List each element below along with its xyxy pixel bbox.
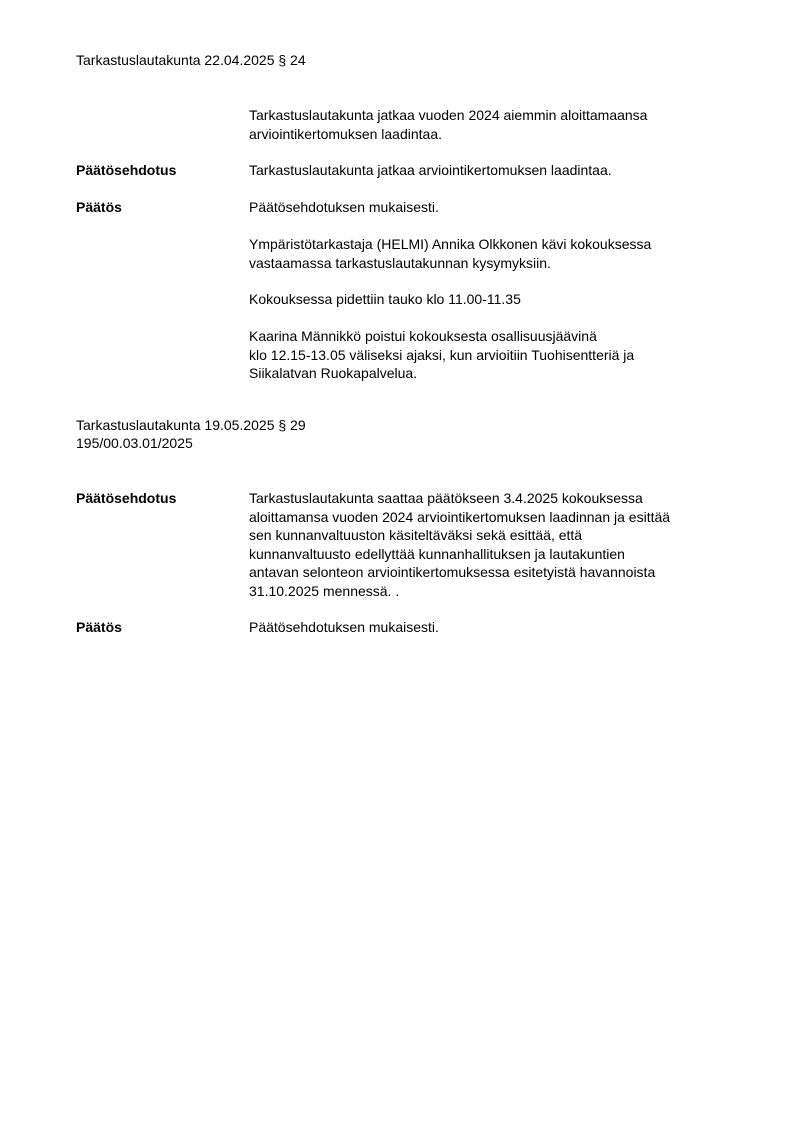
decision-text-2 — [249, 618, 749, 637]
decision-label-1: Päätös — [76, 199, 122, 215]
paragraph-line: arviointikertomuksen laadintaa. — [249, 125, 442, 142]
paragraph-line: Siikalatvan Ruokapalvelua. — [249, 365, 418, 381]
paragraph-line: Päätösehdotuksen mukaisesti. — [249, 619, 439, 635]
proposal-label-1: Päätösehdotus — [76, 162, 177, 178]
meeting1-intro — [249, 106, 749, 143]
paragraph-line: Tarkastuslautakunta jatkaa arviointikertomuksen laadintaa. — [249, 162, 612, 178]
decision-label-2: Päätös — [76, 619, 122, 635]
paragraph-line: Kaarina Männikkö poistui kokouksesta osallisuusjäävinä — [249, 328, 597, 344]
meeting-header-2: Tarkastuslautakunta 19.05.2025 § 29 — [76, 417, 306, 433]
meeting-header-1: Tarkastuslautakunta 22.04.2025 § 24 — [76, 52, 306, 68]
paragraph-line: kunnanvaltuusto edellyttää kunnanhallituksen ja lautakuntien — [249, 545, 625, 562]
proposal-label-2: Päätösehdotus — [76, 490, 177, 506]
decision-text-1 — [249, 198, 749, 217]
paragraph-line: sen kunnanvaltuuston käsiteltäväksi sekä esittää, että — [249, 527, 583, 543]
paragraph-line: Päätösehdotuksen mukaisesti. — [249, 199, 439, 215]
paragraph-line: antavan selonteon arviointikertomuksessa esitetyistä havannoista — [249, 564, 656, 580]
paragraph-line: 31.10.2025 mennessä. . — [249, 582, 400, 599]
paragraph-line: Tarkastuslautakunta jatkaa vuoden 2024 aiemmin aloittamaansa — [249, 107, 648, 123]
note-recusal — [249, 327, 749, 383]
paragraph-line: Kokouksessa pidettiin tauko klo 11.00-11.35 — [249, 291, 521, 307]
note-break — [249, 290, 749, 309]
paragraph-line: Ympäristötarkastaja (HELMI) Annika Olkkonen kävi kokouksessa — [249, 236, 652, 252]
note-inspector — [249, 235, 749, 272]
record-id: 195/00.03.01/2025 — [76, 435, 193, 451]
paragraph-line: Tarkastuslautakunta saattaa päätökseen 3.4.2025 kokouksessa — [249, 490, 643, 506]
proposal-text-2 — [249, 489, 749, 600]
paragraph-line: vastaamassa tarkastuslautakunnan kysymyksiin. — [249, 254, 551, 271]
paragraph-line: aloittamansa vuoden 2024 arviointikertomuksen laadinnan ja esittää — [249, 508, 671, 525]
proposal-text-1 — [249, 161, 749, 180]
paragraph-line: klo 12.15-13.05 väliseksi ajaksi, kun arvioitiin Tuohisentteriä ja — [249, 346, 635, 363]
